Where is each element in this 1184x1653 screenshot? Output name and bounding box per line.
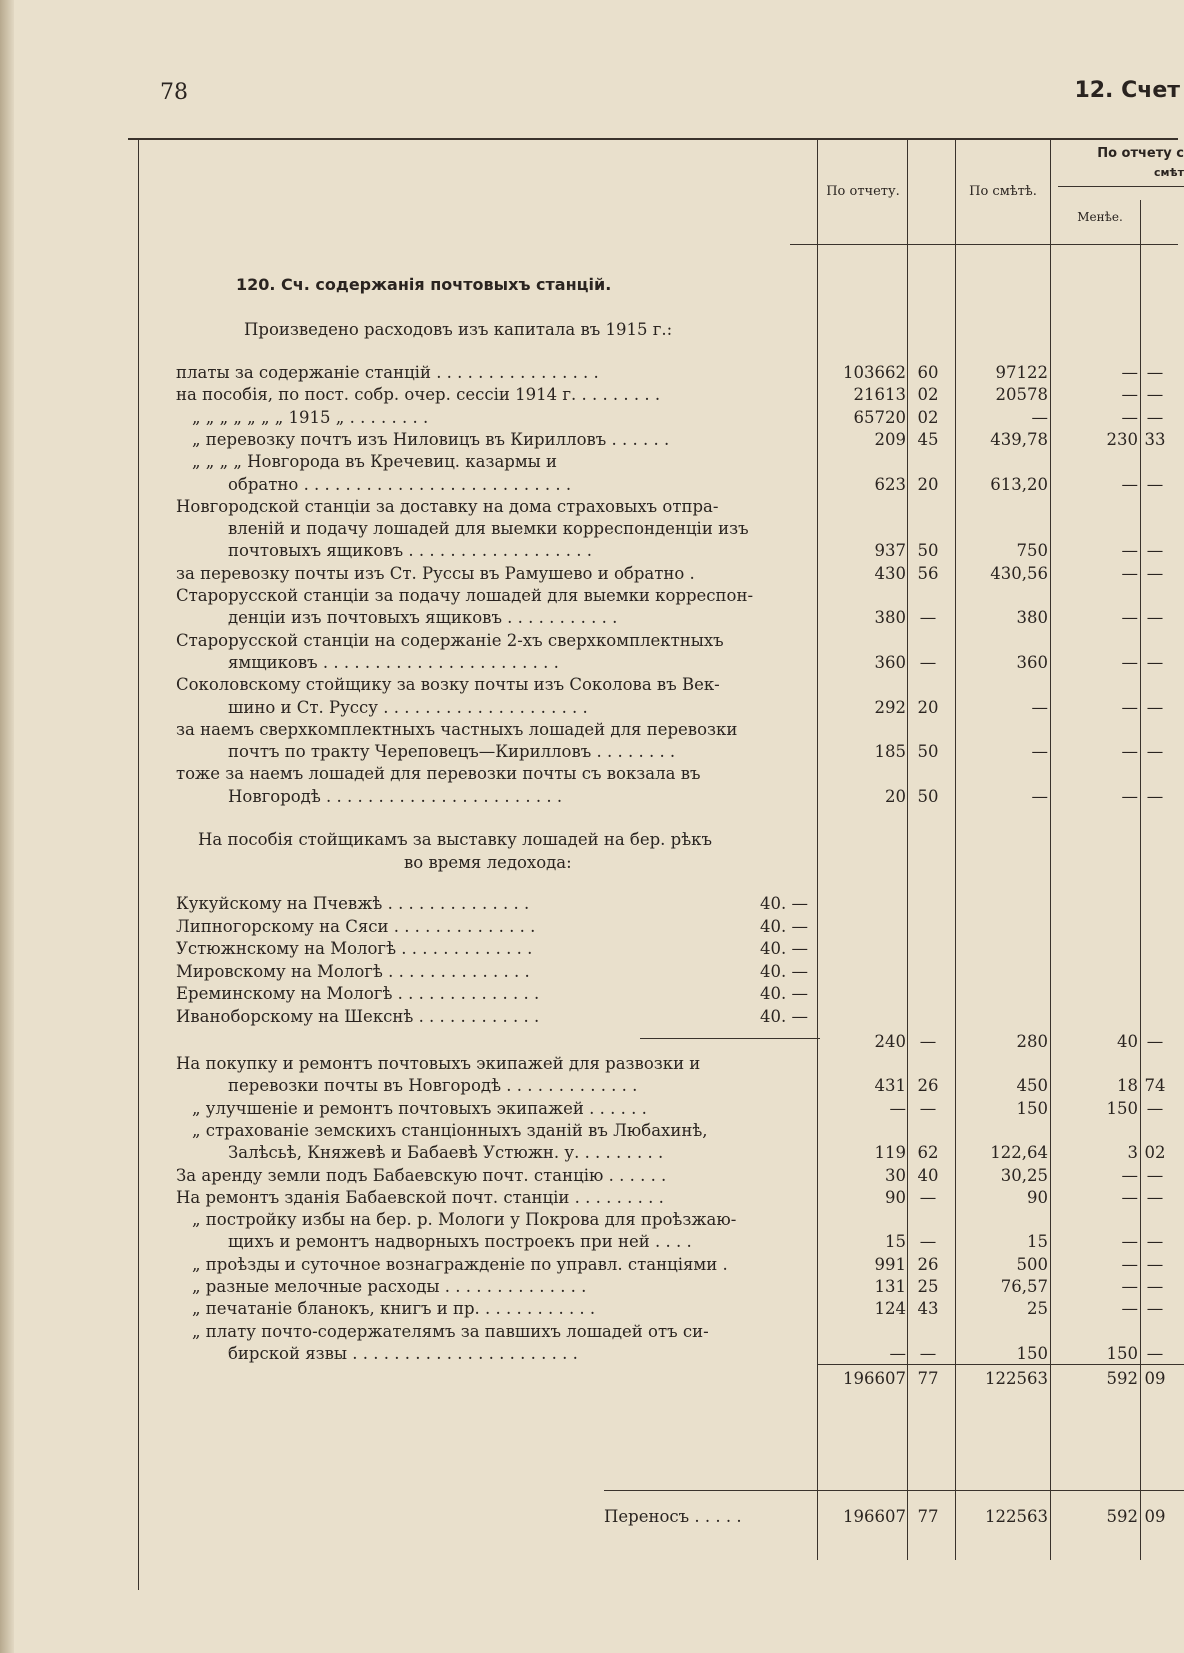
row-estimate: 30,25 xyxy=(1000,1165,1048,1185)
row-estimate: — xyxy=(1031,786,1048,806)
row-less-kop: — xyxy=(1146,1343,1164,1363)
row-less: — xyxy=(1121,1165,1138,1185)
row-report-kop: 62 xyxy=(917,1143,939,1163)
row-label-line: на пособія, по пост. собр. очер. сессіи 1914 г. . . . . . . . . xyxy=(176,385,661,405)
row-label-line: тоже за наемъ лошадей для перевозки почты съ вокзала въ xyxy=(176,764,701,784)
row-report: 119 xyxy=(874,1143,906,1163)
row-label-line: ямщиковъ . . . . . . . . . . . . . . . . . . . . . . . xyxy=(228,652,559,672)
row-label-line: „ проѣзды и суточное вознагражденіе по управл. станціями . xyxy=(192,1254,728,1274)
row-label-line: за перевозку почты изъ Ст. Руссы въ Рамушево и обратно . xyxy=(176,563,695,583)
subsidy-heading-2: во время ледохода: xyxy=(404,853,572,872)
row-less: — xyxy=(1121,742,1138,762)
row-report-kop: 26 xyxy=(917,1254,939,1274)
row-report: 209 xyxy=(874,429,906,449)
row-less-kop: — xyxy=(1146,608,1164,628)
subsidy-item-value: 40. — xyxy=(760,894,808,913)
subsidy-total-estimate: 280 xyxy=(1016,1032,1048,1051)
subsidy-item-value: 40. — xyxy=(760,961,808,981)
page-header: 12. Счет xyxy=(1074,78,1180,103)
row-less-kop: — xyxy=(1146,652,1164,672)
row-less-kop: — xyxy=(1146,1254,1164,1274)
row-label-line: На ремонтъ зданія Бабаевской почт. станціи . . . . . . . . . xyxy=(176,1187,664,1207)
carry-less-kop: 09 xyxy=(1144,1507,1166,1526)
row-report: 30 xyxy=(885,1165,906,1185)
row-label-line: Соколовскому стойщику за возку почты изъ Соколова въ Век- xyxy=(176,675,720,695)
subsidy-total-kop: — xyxy=(919,1032,937,1051)
row-estimate: 360 xyxy=(1016,652,1048,672)
page-number: 78 xyxy=(160,80,188,105)
subsidy-item-label: Устюжнскому на Мологѣ . . . . . . . . . . . . . xyxy=(176,939,533,958)
row-less: — xyxy=(1121,608,1138,628)
row-report: 937 xyxy=(874,541,906,561)
row-less: — xyxy=(1121,786,1138,806)
row-report-kop: 25 xyxy=(917,1277,939,1296)
total-row xyxy=(0,1368,1184,1390)
row-report: 430 xyxy=(874,563,906,583)
row-label-line: „ плату почто-содержателямъ за павшихъ лошадей отъ си- xyxy=(192,1321,709,1341)
row-less: 18 xyxy=(1117,1076,1138,1096)
row-estimate: 613,20 xyxy=(990,474,1048,494)
row-estimate: — xyxy=(1031,697,1048,717)
row-label-line: „ перевозку почтъ изъ Ниловицъ въ Кирилловъ . . . . . . xyxy=(192,429,670,449)
row-estimate: 122,64 xyxy=(990,1143,1048,1163)
row-estimate: 97122 xyxy=(995,363,1048,382)
row-label-line: „ постройку избы на бер. р. Мологи у Покрова для проѣзжаю- xyxy=(192,1210,737,1230)
row-less-kop: 74 xyxy=(1144,1076,1166,1096)
total-estimate: 122563 xyxy=(985,1369,1048,1388)
row-report: 360 xyxy=(874,652,906,672)
row-less-kop: — xyxy=(1146,697,1164,717)
row-estimate: 500 xyxy=(1016,1254,1048,1274)
row-report-kop: 26 xyxy=(917,1076,939,1096)
row-label-line: денціи изъ почтовыхъ ящиковъ . . . . . . . . . . . xyxy=(228,608,618,628)
subsidy-heading: На пособія стойщикамъ за выставку лошадей на бер. рѣкъ xyxy=(198,830,712,849)
row-less-kop: — xyxy=(1146,1299,1164,1319)
row-less-kop: — xyxy=(1146,1232,1164,1252)
row-report-kop: — xyxy=(919,1187,937,1207)
row-label-line: вленій и подачу лошадей для выемки корреспонденціи изъ xyxy=(228,519,749,539)
row-report: 185 xyxy=(874,742,906,762)
row-report-kop: 60 xyxy=(917,363,939,382)
subsidy-total-less: 40 xyxy=(1117,1032,1138,1051)
row-less-kop: — xyxy=(1146,1187,1164,1207)
row-less-kop: — xyxy=(1146,742,1164,762)
row-report-kop: — xyxy=(919,652,937,672)
row-report-kop: 50 xyxy=(917,786,939,806)
page-binding xyxy=(0,0,14,1653)
row-less: 230 xyxy=(1106,429,1138,449)
row-label-line: щихъ и ремонтъ надворныхъ построекъ при ней . . . . xyxy=(228,1232,692,1252)
total-less-kop: 09 xyxy=(1144,1369,1166,1388)
row-label-line: Залѣсьѣ, Княжевѣ и Бабаевѣ Устюжн. у. . . . . . . . . xyxy=(228,1143,664,1163)
row-report: 90 xyxy=(885,1187,906,1207)
row-label-line: почтъ по тракту Череповецъ—Кирилловъ . . . . . . . . xyxy=(228,742,676,762)
row-estimate: 150 xyxy=(1016,1343,1048,1363)
row-label-line: Новгородѣ . . . . . . . . . . . . . . . . . . . . . . . xyxy=(228,786,563,806)
row-estimate: 380 xyxy=(1016,608,1048,628)
row-label-line: за наемъ сверхкомплектныхъ частныхъ лошадей для перевозки xyxy=(176,719,738,739)
carry-label: Переносъ . . . . . xyxy=(604,1507,742,1526)
row-label-line: почтовыхъ ящиковъ . . . . . . . . . . . . . . . . . . xyxy=(228,541,592,561)
table-top-rule xyxy=(128,138,1178,140)
row-less-kop: — xyxy=(1146,385,1164,405)
row-less: — xyxy=(1121,1277,1138,1296)
row-report-kop: 50 xyxy=(917,742,939,762)
row-less-kop: — xyxy=(1146,541,1164,561)
row-report-kop: 02 xyxy=(917,407,939,427)
row-label-line: Старорусской станціи на содержаніе 2-хъ сверхкомплектныхъ xyxy=(176,630,724,650)
row-label-line: „ улучшеніе и ремонтъ почтовыхъ экипажей . . . . . . xyxy=(192,1098,647,1118)
subsidy-item-label: Липногорскому на Сяси . . . . . . . . . . . . . . xyxy=(176,916,536,936)
row-label-line: „ печатаніе бланокъ, книгъ и пр. . . . . . . . . . . . xyxy=(192,1299,596,1319)
row-report: 65720 xyxy=(853,407,906,427)
row-label-line: Новгородской станціи за доставку на дома страховыхъ отпра- xyxy=(176,496,719,516)
row-estimate: 25 xyxy=(1027,1299,1048,1319)
row-less-kop: — xyxy=(1146,474,1164,494)
row-report: 20 xyxy=(885,786,906,806)
row-report-kop: 43 xyxy=(917,1299,939,1319)
carry-row xyxy=(0,1506,1184,1528)
subsidy-item-value: 40. — xyxy=(760,984,808,1003)
row-report-kop: 45 xyxy=(917,429,939,449)
row-less: 150 xyxy=(1106,1098,1138,1118)
row-report: — xyxy=(889,1343,906,1363)
row-label-line: бирской язвы . . . . . . . . . . . . . . . . . . . . . . xyxy=(228,1343,578,1363)
row-estimate: 150 xyxy=(1016,1098,1048,1118)
row-less-kop: — xyxy=(1146,1098,1164,1118)
col-divider-1 xyxy=(817,140,818,1560)
row-less-kop: — xyxy=(1146,563,1164,583)
row-less: — xyxy=(1121,697,1138,717)
row-report: 380 xyxy=(874,608,906,628)
row-label-line: На покупку и ремонтъ почтовыхъ экипажей для развозки и xyxy=(176,1054,701,1073)
subsidy-item-value: 40. — xyxy=(760,1006,808,1026)
col-header-report: По отчету. xyxy=(826,184,900,199)
total-kop: 77 xyxy=(917,1369,939,1388)
col-header-group: По отчету с xyxy=(1097,146,1184,161)
row-estimate: 439,78 xyxy=(990,429,1048,449)
carry-kop: 77 xyxy=(917,1507,939,1526)
subsidy-item-label: Ереминскому на Мологѣ . . . . . . . . . . . . . . xyxy=(176,984,540,1003)
row-less: 3 xyxy=(1127,1143,1138,1163)
row-report-kop: 20 xyxy=(917,697,939,717)
subsidy-total-less-kop: — xyxy=(1146,1032,1164,1051)
carry-report: 196607 xyxy=(843,1507,906,1526)
row-label-line: „ „ „ „ „ „ „ 1915 „ . . . . . . . . xyxy=(192,407,429,427)
carry-rule xyxy=(604,1490,1184,1491)
row-report-kop: 56 xyxy=(917,563,939,583)
row-report-kop: — xyxy=(919,1098,937,1118)
row-less: — xyxy=(1121,385,1138,405)
row-less-kop: 33 xyxy=(1144,429,1166,449)
row-less-kop: — xyxy=(1146,786,1164,806)
row-report-kop: 20 xyxy=(917,474,939,494)
row-label-line: „ разные мелочные расходы . . . . . . . . . . . . . . xyxy=(192,1277,587,1296)
subsidy-item-label: Мировскому на Мологѣ . . . . . . . . . . . . . . xyxy=(176,961,530,981)
row-less-kop: — xyxy=(1146,407,1164,427)
total-less: 592 xyxy=(1106,1369,1138,1388)
carry-estimate: 122563 xyxy=(985,1507,1048,1526)
row-less: — xyxy=(1121,1187,1138,1207)
row-less-kop: — xyxy=(1146,1165,1164,1185)
row-less: — xyxy=(1121,1232,1138,1252)
group-header-rule xyxy=(1058,186,1184,187)
subsidy-total-row xyxy=(0,1031,1184,1053)
row-report-kop: 50 xyxy=(917,541,939,561)
row-less-kop: — xyxy=(1146,1277,1164,1296)
row-report-kop: — xyxy=(919,608,937,628)
row-estimate: 750 xyxy=(1016,541,1048,561)
row-less-kop: 02 xyxy=(1144,1143,1166,1163)
col-divider-3 xyxy=(955,140,956,1560)
row-report: 623 xyxy=(874,474,906,494)
row-report: 21613 xyxy=(853,385,906,405)
row-report: 131 xyxy=(874,1277,906,1296)
header-bottom-rule xyxy=(790,244,1178,245)
row-report: 292 xyxy=(874,697,906,717)
row-less: 150 xyxy=(1106,1343,1138,1363)
col-divider-5 xyxy=(1140,200,1141,1560)
row-report: 103662 xyxy=(843,363,906,382)
row-less: — xyxy=(1121,652,1138,672)
subsidy-total-report: 240 xyxy=(874,1032,906,1051)
row-label-line: За аренду земли подъ Бабаевскую почт. станцію . . . . . . xyxy=(176,1165,667,1185)
row-label-line: Старорусской станціи за подачу лошадей для выемки корреспон- xyxy=(176,586,754,605)
intro-line: Произведено расходовъ изъ капитала въ 1915 г.: xyxy=(244,320,673,339)
row-estimate: 450 xyxy=(1016,1076,1048,1096)
row-report: — xyxy=(889,1098,906,1118)
row-report-kop: — xyxy=(919,1343,937,1363)
row-less: — xyxy=(1121,541,1138,561)
subsidy-item-value: 40. — xyxy=(760,939,808,958)
row-report-kop: — xyxy=(919,1232,937,1252)
col-header-group-2: смѣт xyxy=(1154,166,1184,179)
row-estimate: 90 xyxy=(1027,1187,1048,1207)
row-less: — xyxy=(1121,1254,1138,1274)
row-report: 15 xyxy=(885,1232,906,1252)
row-report-kop: 02 xyxy=(917,385,939,405)
subsidy-item-value: 40. — xyxy=(760,916,808,936)
row-label-line: платы за содержаніе станцій . . . . . . . . . . . . . . . . xyxy=(176,363,599,382)
total-rule xyxy=(817,1364,1184,1365)
row-less-kop: — xyxy=(1146,363,1164,382)
row-report-kop: 40 xyxy=(917,1165,939,1185)
row-estimate: 20578 xyxy=(995,385,1048,405)
row-estimate: — xyxy=(1031,742,1048,762)
row-less: — xyxy=(1121,1299,1138,1319)
row-less: — xyxy=(1121,407,1138,427)
row-less: — xyxy=(1121,563,1138,583)
row-less: — xyxy=(1121,474,1138,494)
row-report: 124 xyxy=(874,1299,906,1319)
section-title: 120. Сч. содержанія почтовыхъ станцій. xyxy=(236,275,612,294)
col-header-estimate: По смѣтѣ. xyxy=(969,184,1037,199)
carry-less: 592 xyxy=(1106,1507,1138,1526)
total-report: 196607 xyxy=(843,1369,906,1388)
row-label-line: перевозки почты въ Новгородѣ . . . . . . . . . . . . . xyxy=(228,1076,638,1096)
row-estimate: 430,56 xyxy=(990,563,1048,583)
subsidy-item-label: Иваноборскому на Шекснѣ . . . . . . . . . . . . xyxy=(176,1006,540,1026)
row-estimate: 76,57 xyxy=(1000,1277,1048,1296)
row-report: 431 xyxy=(874,1076,906,1096)
row-label-line: „ „ „ „ Новгорода въ Кречевиц. казармы и xyxy=(192,452,558,472)
row-label-line: шино и Ст. Руссу . . . . . . . . . . . . . . . . . . . . xyxy=(228,697,588,717)
row-label-line: „ страхованіе земскихъ станціонныхъ зданій въ Любахинѣ, xyxy=(192,1120,708,1140)
row-estimate: — xyxy=(1031,407,1048,427)
row-less: — xyxy=(1121,363,1138,382)
row-estimate: 15 xyxy=(1027,1232,1048,1252)
row-label-line: обратно . . . . . . . . . . . . . . . . . . . . . . . . . . xyxy=(228,474,572,494)
col-header-less: Менѣе. xyxy=(1077,210,1123,224)
row-report: 991 xyxy=(874,1254,906,1274)
subsidy-item-label: Кукуйскому на Пчевжѣ . . . . . . . . . . . . . . xyxy=(176,894,530,913)
